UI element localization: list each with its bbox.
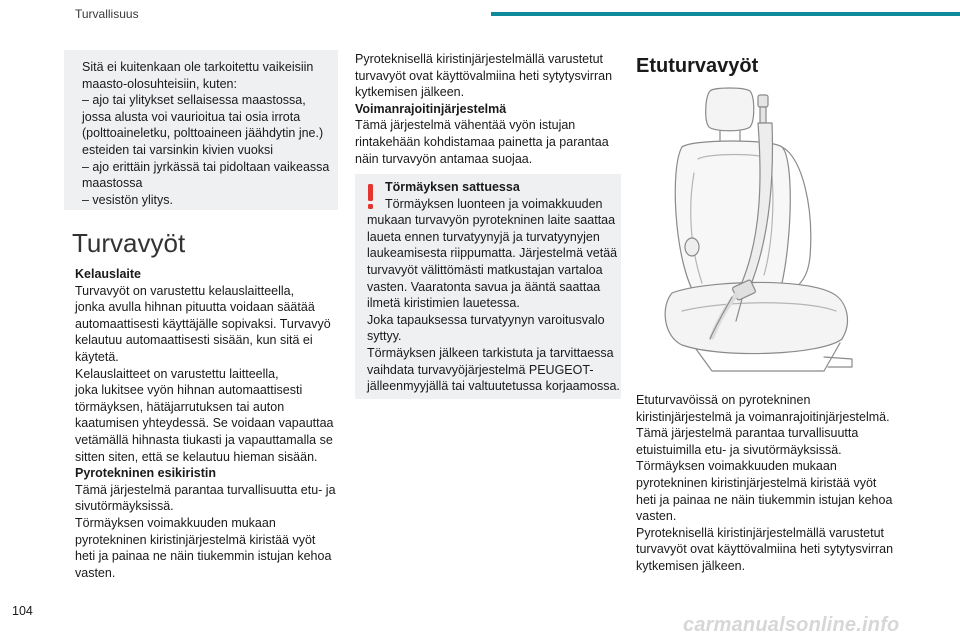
- warning-line: Törmäyksen luonteen ja voimakkuuden: [385, 196, 603, 211]
- paragraph-line: heti ja painaa ne näin tiukemmin istujan kehoa: [75, 549, 332, 564]
- note-line: maasto-olosuhteisiin, kuten:: [82, 76, 237, 91]
- watermark: carmanualsonline.info: [683, 614, 900, 636]
- warning-line: syttyy.: [367, 329, 402, 344]
- warning-line: laueta ennen turvatyynyjä ja turvatyynyjen: [367, 229, 600, 244]
- paragraph-line: kytkemisen jälkeen.: [355, 85, 465, 100]
- section-title: Turvavyöt: [72, 228, 186, 258]
- paragraph-line: pyrotekninen kiristinjärjestelmä kiristää vyöt: [636, 475, 877, 490]
- paragraph-line: turvavyöt ovat käyttövalmiina heti sytytysvirran: [355, 68, 613, 83]
- running-header: Turvallisuus: [75, 7, 139, 21]
- page-number: 104: [12, 604, 33, 618]
- paragraph-line: jonka avulla hihnan pituutta voidaan säätää: [75, 300, 315, 315]
- paragraph-line: Tämä järjestelmä vähentää vyön istujan: [355, 118, 576, 133]
- warning-line: turvavyöt välittömästi matkustajan vartaloa: [367, 262, 603, 277]
- paragraph-line: Törmäyksen voimakkuuden mukaan: [75, 515, 276, 530]
- paragraph-line: kytkemisen jälkeen.: [636, 558, 746, 573]
- paragraph-line: pyrotekninen kiristinjärjestelmä kiristää vyöt: [75, 532, 316, 547]
- note-line: Sitä ei kuitenkaan ole tarkoitettu vaikeisiin: [82, 60, 314, 74]
- note-line: – vesistön ylitys.: [82, 192, 174, 207]
- note-box: [64, 50, 338, 210]
- paragraph-line: etuistuimilla etu- ja sivutörmäyksissä.: [636, 442, 842, 457]
- warning-title: Törmäyksen sattuessa: [385, 180, 520, 194]
- warning-line: jälleenmyyjällä tai valtuutetussa korjaamossa.: [367, 379, 620, 394]
- note-line: maastossa: [82, 176, 143, 191]
- paragraph-line: Tämä järjestelmä parantaa turvallisuutta: [636, 426, 859, 441]
- paragraph-line: Kelauslaitteet on varustettu laitteella,: [75, 366, 279, 381]
- note-line: jossa alusta voi vaurioitua tai osia irrota: [82, 109, 301, 124]
- paragraph-line: Pyroteknisellä kiristinjärjestelmällä varustetut: [355, 52, 604, 66]
- paragraph-line: automaattisesti käyttäjälle sopivaksi. Turvavyö: [75, 316, 331, 331]
- warning-line: Joka tapauksessa turvatyynyn varoitusvalo: [367, 312, 605, 327]
- seat-belt-illustration: [652, 87, 860, 383]
- warning-line: laukeamisesta riippumatta. Järjestelmä vetää: [367, 246, 618, 261]
- subheading: Kelauslaite: [75, 267, 142, 281]
- subheading: Voimanrajoitinjärjestelmä: [355, 101, 507, 116]
- paragraph-line: näin turvavyön antamaa suojaa.: [355, 151, 533, 166]
- paragraph-line: kiristinjärjestelmä ja voimanrajoitinjärjestelmä.: [636, 409, 890, 424]
- paragraph-line: Etuturvavöissä on pyrotekninen: [636, 393, 811, 407]
- paragraph-line: Törmäyksen voimakkuuden mukaan: [636, 459, 837, 474]
- note-line: – ajo tai ylitykset sellaisessa maastossa,: [82, 93, 306, 108]
- paragraph-line: sivutörmäyksissä.: [75, 499, 174, 514]
- note-line: (polttoaineletku, polttoaineen jäähdytin jne.): [82, 126, 324, 141]
- paragraph-line: heti ja painaa ne näin tiukemmin istujan kehoa: [636, 492, 893, 507]
- column-1-body: [75, 266, 336, 581]
- paragraph-line: vasten.: [636, 509, 677, 524]
- paragraph-line: vasten.: [75, 565, 116, 580]
- paragraph-line: Tämä järjestelmä parantaa turvallisuutta etu- ja: [75, 482, 336, 497]
- note-line: – ajo erittäin jyrkässä tai pidoltaan vaikeassa: [82, 159, 330, 174]
- subheading: Pyrotekninen esikiristin: [75, 466, 217, 481]
- warning-line: mukaan turvavyön pyrotekninen laite saattaa: [367, 213, 616, 228]
- note-text: [82, 59, 329, 208]
- paragraph-line: turvavyöt ovat käyttövalmiina heti sytytysvirran: [636, 542, 894, 557]
- warning-line: Törmäyksen jälkeen tarkistuta ja tarvittaessa: [367, 345, 614, 360]
- warning-box: [355, 174, 621, 399]
- note-line: esteiden tai varsinkin kivien vuoksi: [82, 142, 274, 157]
- paragraph-line: törmäyksen, hätäjarrutuksen tai auton: [75, 399, 285, 414]
- column-2-body: [355, 51, 612, 167]
- warning-line: vasten. Vaaratonta savua ja ääntä saattaa: [367, 279, 601, 294]
- warning-line: ilmetä kiristimien lauetessa.: [367, 296, 520, 311]
- paragraph-line: joka lukitsee vyön hihnan automaattisesti: [75, 383, 303, 398]
- column-3-body: [636, 392, 893, 575]
- header-accent-bar: [491, 12, 960, 16]
- paragraph-line: kaatumisen yhteydessä. Se voidaan vapauttaa: [75, 416, 334, 431]
- paragraph-line: kelautuu automaattisesti sisään, kun sitä ei: [75, 333, 313, 348]
- paragraph-line: sitten siten, että se kelautuu hieman sisään.: [75, 449, 318, 464]
- front-seatbelts-heading: Etuturvavyöt: [636, 55, 759, 77]
- paragraph-line: Pyroteknisellä kiristinjärjestelmällä varustetut: [636, 525, 885, 540]
- paragraph-line: Turvavyöt on varustettu kelauslaitteella,: [75, 283, 295, 298]
- paragraph-line: rintakehään kohdistamaa painetta ja parantaa: [355, 134, 609, 149]
- warning-line: vaihdata turvavyöjärjestelmä PEUGEOT-: [367, 362, 594, 377]
- paragraph-line: vetämällä hihnasta tiukasti ja vapauttamalla se: [75, 432, 333, 447]
- paragraph-line: käytetä.: [75, 349, 119, 364]
